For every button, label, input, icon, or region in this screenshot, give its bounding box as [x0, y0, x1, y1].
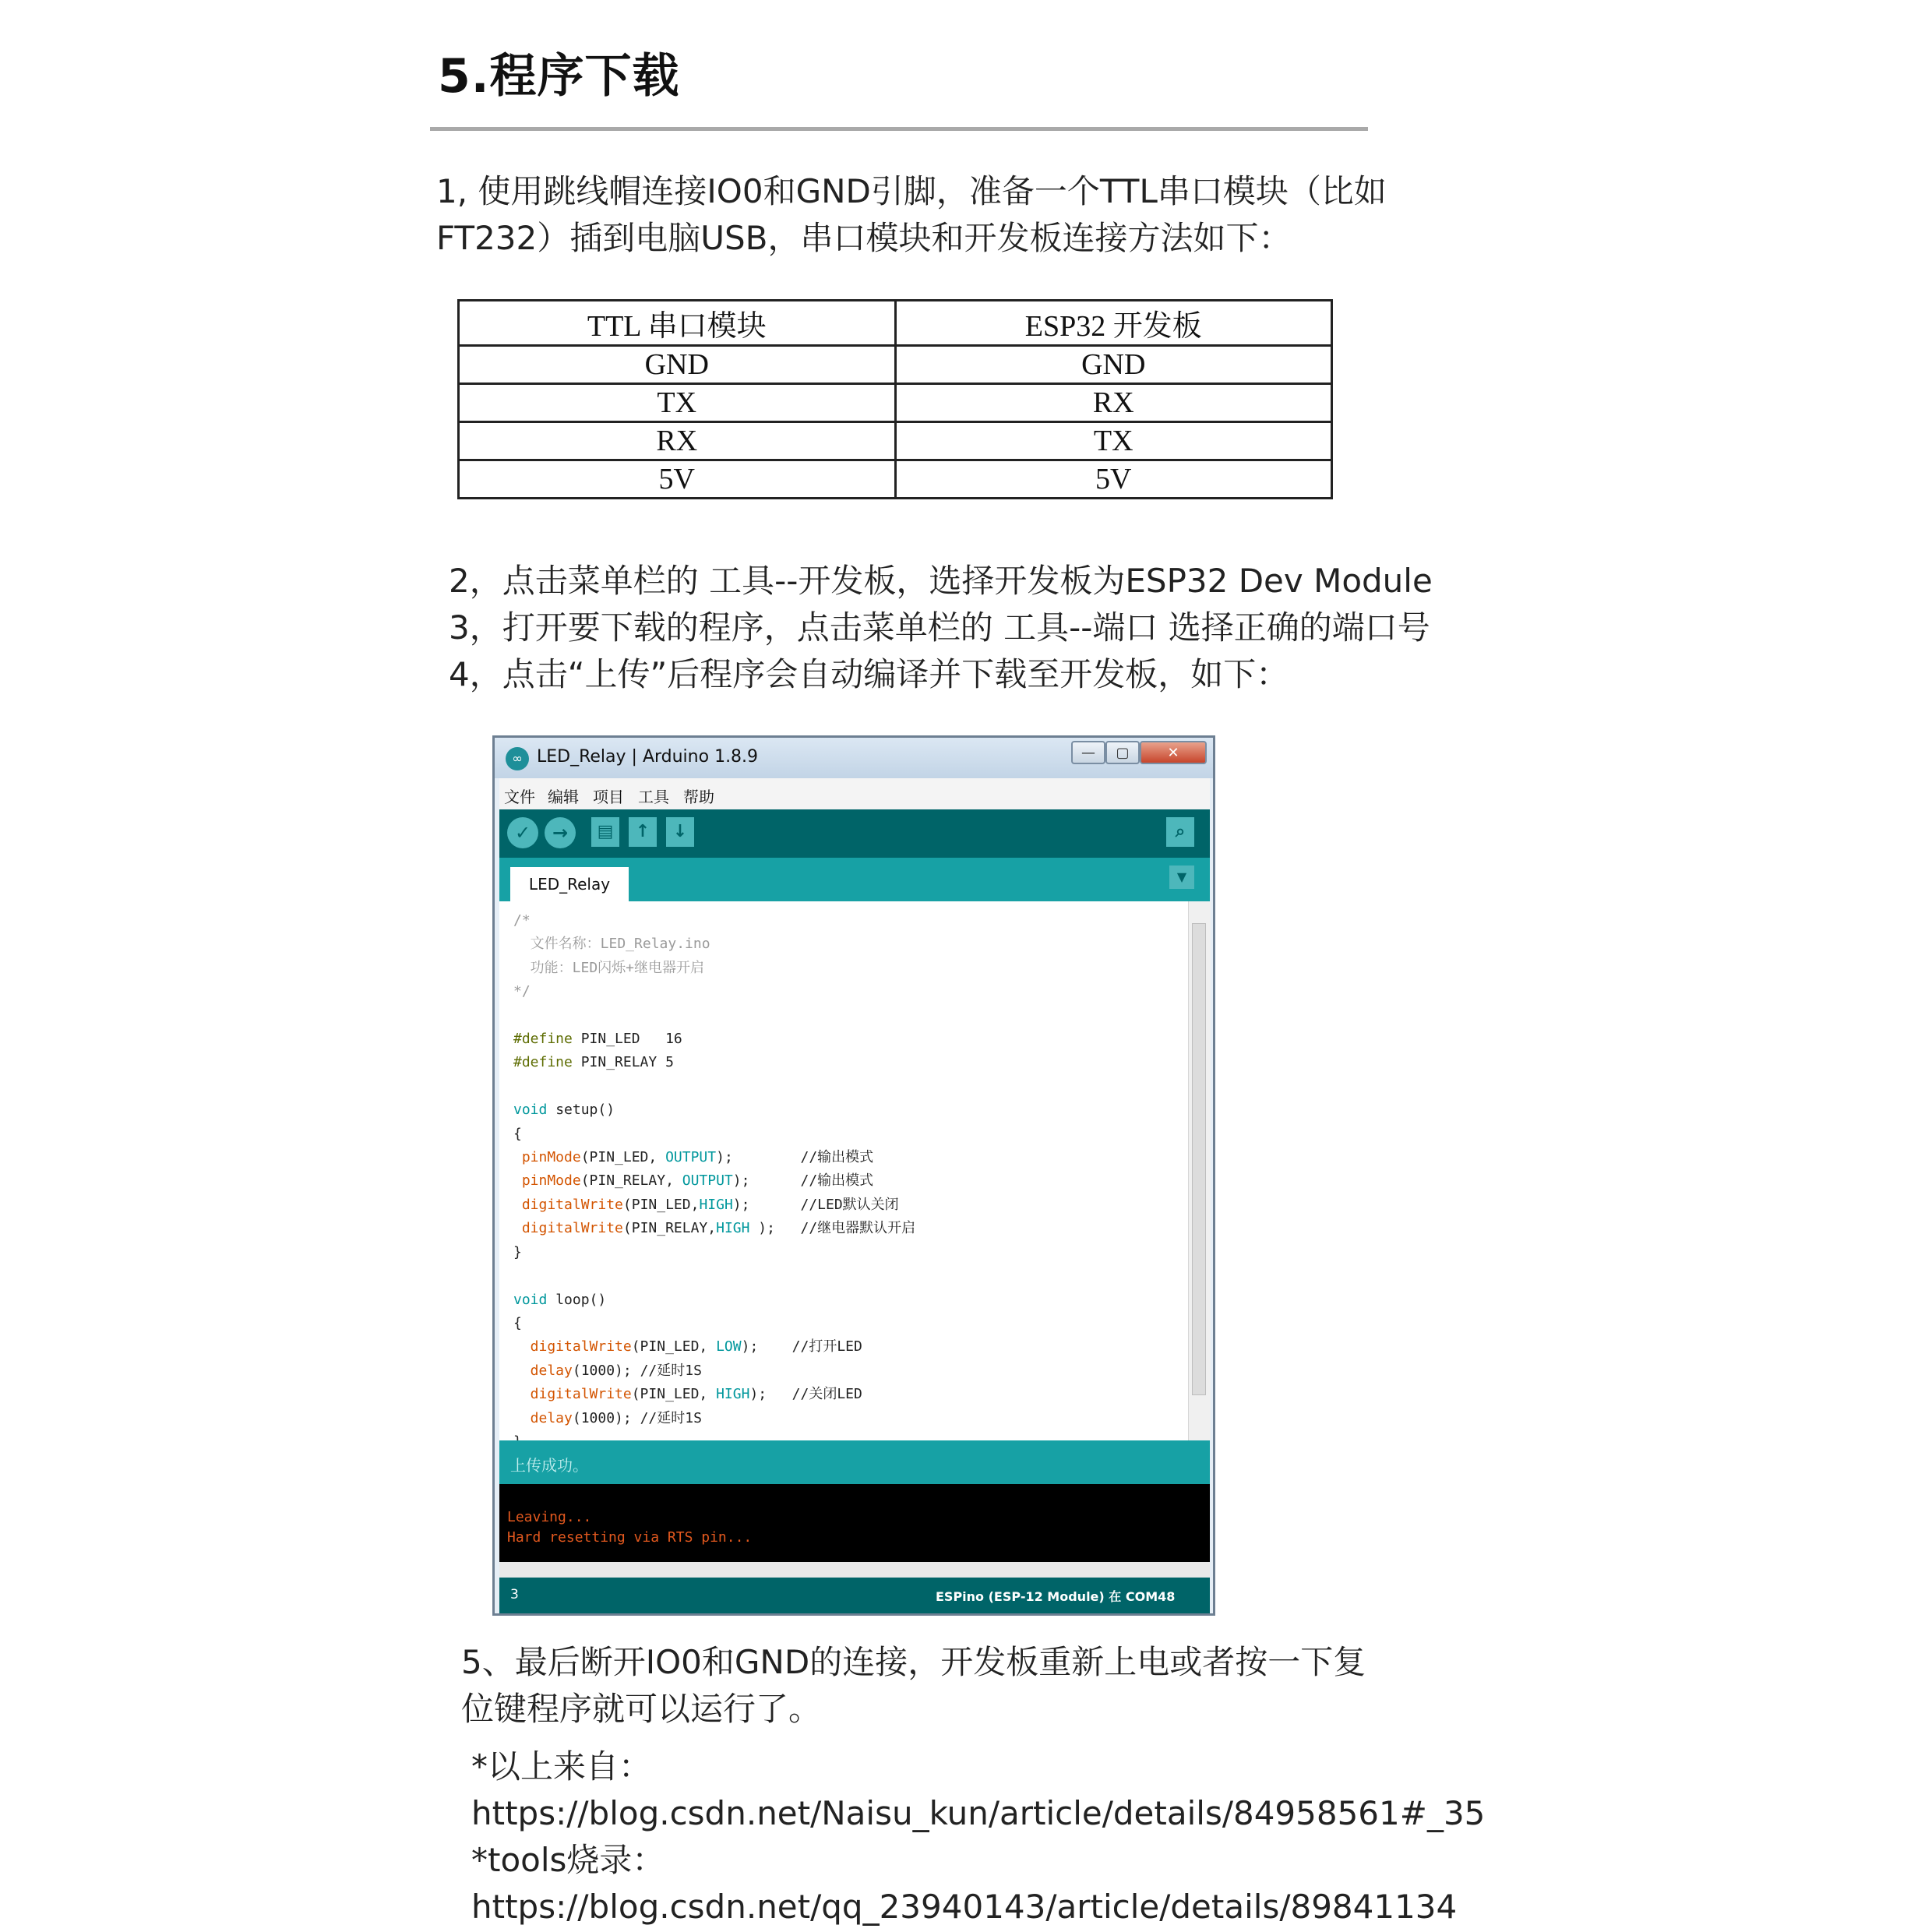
- toolbar: [499, 809, 1210, 858]
- table-row: [459, 346, 1332, 384]
- source-link-1[interactable]: https://blog.csdn.net/Naisu_kun/article/details/84958561#_35: [471, 1794, 1486, 1832]
- code-function: delay: [513, 1409, 573, 1426]
- source-label-1: *以上来自：: [471, 1747, 652, 1786]
- table-header-row: [459, 301, 1332, 346]
- intro-line-1: 1, 使用跳线帽连接IO0和GND引脚，准备一个TTL串口模块（比如: [436, 172, 1387, 210]
- code-text: );: [732, 1172, 801, 1190]
- console-output: [507, 1507, 752, 1548]
- console-horizontal-scrollbar[interactable]: [499, 1562, 1210, 1578]
- code-constant: HIGH: [699, 1196, 733, 1213]
- code-text: (1000);: [572, 1409, 640, 1426]
- code-type: void: [513, 1102, 548, 1119]
- code-text: {: [513, 1125, 522, 1142]
- code-comment: //延时1S: [640, 1362, 702, 1379]
- code-text: );: [749, 1220, 801, 1237]
- step-5-line-1: 5、最后断开IO0和GND的连接，开发板重新上电或者按一下复: [461, 1643, 1366, 1681]
- code-function: delay: [513, 1362, 573, 1379]
- code-comment: //关闭LED: [791, 1386, 862, 1403]
- step-4: 4，点击“上传”后程序会自动编译并下载至开发板，如下：: [449, 655, 1289, 693]
- step-3: 3，打开要下载的程序，点击菜单栏的 工具--端口 选择正确的端口号: [449, 608, 1430, 647]
- table-cell: 5V: [895, 460, 1332, 499]
- pin-connection-table: [457, 299, 1333, 499]
- new-file-icon[interactable]: ▤: [591, 817, 619, 847]
- code-constant: LOW: [716, 1338, 742, 1356]
- code-function: digitalWrite: [513, 1220, 623, 1237]
- status-bar: [499, 1440, 1210, 1484]
- code-text: PIN_LED 16: [572, 1031, 682, 1048]
- code-text: (1000);: [572, 1362, 640, 1379]
- upload-icon[interactable]: →: [545, 817, 576, 848]
- code-comment: /*: [513, 912, 531, 929]
- editor-scrollbar[interactable]: [1188, 901, 1211, 1440]
- sketch-code: [513, 909, 915, 1454]
- menu-tools[interactable]: 工具: [638, 788, 669, 806]
- window-title: LED_Relay | Arduino 1.8.9: [537, 747, 759, 767]
- code-constant: HIGH: [716, 1386, 750, 1403]
- code-comment: //打开LED: [791, 1338, 862, 1356]
- table-row: [459, 384, 1332, 422]
- intro-paragraph: [436, 168, 1387, 262]
- line-number: 3: [510, 1587, 519, 1602]
- code-text: loop(): [547, 1291, 607, 1308]
- close-button[interactable]: ✕: [1140, 741, 1207, 764]
- code-text: (PIN_LED,: [631, 1338, 717, 1356]
- upload-status: 上传成功。: [510, 1456, 588, 1475]
- code-comment: //输出模式: [800, 1172, 874, 1190]
- code-function: digitalWrite: [513, 1338, 632, 1356]
- code-text: );: [741, 1338, 792, 1356]
- code-text: PIN_RELAY 5: [572, 1054, 674, 1071]
- code-text: }: [513, 1243, 522, 1260]
- table-cell: RX: [459, 422, 896, 460]
- code-function: digitalWrite: [513, 1386, 632, 1403]
- code-comment: */: [513, 983, 531, 1000]
- maximize-button[interactable]: ▢: [1105, 741, 1140, 764]
- menu-file[interactable]: 文件: [504, 788, 535, 806]
- table-cell: GND: [459, 346, 896, 384]
- table-cell: TX: [459, 384, 896, 422]
- menu-sketch[interactable]: 项目: [593, 788, 624, 806]
- window-titlebar: [495, 738, 1213, 778]
- source-label-2: *tools烧录：: [471, 1841, 665, 1879]
- tab-menu-icon[interactable]: ▼: [1169, 866, 1194, 889]
- table-header-esp32: ESP32 开发板: [895, 301, 1332, 346]
- code-constant: HIGH: [716, 1220, 750, 1237]
- code-text: (PIN_LED,: [580, 1149, 666, 1166]
- code-text: setup(): [547, 1102, 615, 1119]
- code-function: pinMode: [513, 1172, 581, 1190]
- table-cell: GND: [895, 346, 1332, 384]
- tab-bar: [499, 858, 1210, 901]
- save-file-icon[interactable]: ↓: [666, 817, 694, 847]
- source-link-2[interactable]: https://blog.csdn.net/qq_23940143/article/details/89841134: [471, 1888, 1458, 1926]
- code-function: pinMode: [513, 1149, 581, 1166]
- code-constant: OUTPUT: [665, 1149, 717, 1166]
- steps-list: [449, 558, 1433, 698]
- code-keyword: #define: [513, 1031, 573, 1048]
- table-cell: 5V: [459, 460, 896, 499]
- table-cell: RX: [895, 384, 1332, 422]
- code-comment: 功能：LED闪烁+继电器开启: [513, 959, 705, 976]
- step-2: 2，点击菜单栏的 工具--开发板，选择开发板为ESP32 Dev Module: [449, 562, 1433, 600]
- intro-line-2: FT232）插到电脑USB，串口模块和开发板连接方法如下：: [436, 219, 1292, 257]
- code-comment: //继电器默认开启: [800, 1220, 916, 1237]
- code-text: );: [716, 1149, 801, 1166]
- menu-help[interactable]: 帮助: [683, 788, 714, 806]
- arduino-ide-window: [492, 735, 1215, 1616]
- code-constant: OUTPUT: [682, 1172, 733, 1190]
- code-type: void: [513, 1291, 548, 1308]
- footer-bar: [499, 1578, 1210, 1613]
- step-5-line-2: 位键程序就可以运行了。: [461, 1690, 822, 1728]
- menu-bar: [499, 778, 1210, 810]
- board-port-info: ESPino (ESP-12 Module) 在 COM48: [936, 1589, 1176, 1604]
- tab-led-relay[interactable]: LED_Relay: [510, 867, 629, 901]
- step-5: [461, 1639, 1366, 1733]
- editor-scroll-thumb[interactable]: [1192, 923, 1206, 1395]
- code-text: (PIN_LED,: [631, 1386, 717, 1403]
- code-comment: 文件名称：LED_Relay.ino: [513, 936, 710, 953]
- table-row: [459, 460, 1332, 499]
- verify-icon[interactable]: ✓: [507, 817, 538, 848]
- console-line: Hard resetting via RTS pin...: [507, 1529, 753, 1546]
- open-file-icon[interactable]: ↑: [629, 817, 657, 847]
- code-keyword: #define: [513, 1054, 573, 1071]
- code-text: (PIN_LED,: [622, 1196, 700, 1213]
- code-comment: //LED默认关闭: [800, 1196, 899, 1213]
- code-comment: //延时1S: [640, 1409, 702, 1426]
- code-editor[interactable]: [499, 901, 1210, 1440]
- console-line: Leaving...: [507, 1509, 592, 1525]
- arduino-logo-icon: ∞: [506, 747, 529, 770]
- page-title: 5.程序下载: [438, 49, 680, 104]
- output-console[interactable]: [499, 1484, 1210, 1574]
- minimize-button[interactable]: —: [1071, 741, 1105, 764]
- code-function: digitalWrite: [513, 1196, 623, 1213]
- code-text: (PIN_RELAY,: [580, 1172, 682, 1190]
- table-cell: TX: [895, 422, 1332, 460]
- menu-edit[interactable]: 编辑: [548, 788, 579, 806]
- code-text: );: [749, 1386, 792, 1403]
- table-row: [459, 422, 1332, 460]
- title-divider: [430, 127, 1368, 131]
- serial-monitor-icon[interactable]: ⌕: [1166, 817, 1194, 847]
- code-text: {: [513, 1314, 522, 1331]
- sources: [471, 1743, 1485, 1930]
- code-comment: //输出模式: [800, 1149, 874, 1166]
- code-text: );: [732, 1196, 801, 1213]
- code-text: (PIN_RELAY,: [622, 1220, 717, 1237]
- table-header-ttl: TTL 串口模块: [459, 301, 896, 346]
